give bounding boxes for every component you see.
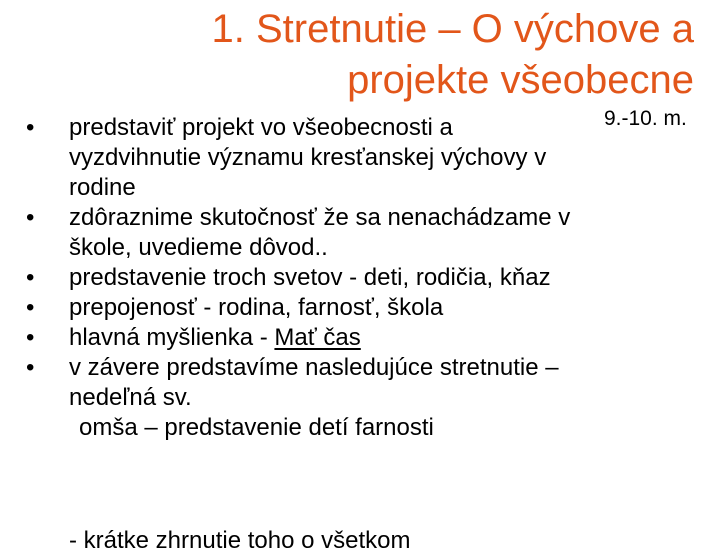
bullet-text-line: predstavenie troch svetov - deti, rodičia, kňaz bbox=[69, 264, 551, 291]
bullet-icon: • bbox=[26, 294, 35, 321]
slide-title bbox=[54, 4, 694, 106]
bullet-text-line: v závere predstavíme nasledujúce stretnutie – bbox=[69, 354, 559, 381]
bullet-item-main-idea bbox=[20, 323, 700, 353]
bullet-continuation-line: omša – predstavenie detí farnosti bbox=[79, 414, 434, 441]
bullet-icon: • bbox=[26, 264, 35, 291]
bullet-icon: • bbox=[26, 324, 35, 351]
bullet-list bbox=[20, 113, 700, 443]
bullet-item-three-worlds bbox=[20, 263, 700, 293]
main-idea-emphasis: Mať čas bbox=[274, 324, 361, 351]
bullet-text-line: škole, uvedieme dôvod.. bbox=[69, 234, 328, 261]
slide-title-line-2: projekte všeobecne bbox=[347, 58, 694, 102]
bullet-icon: • bbox=[26, 114, 35, 141]
main-idea-prefix: hlavná myšlienka - bbox=[69, 324, 275, 351]
cut-off-text-line: - krátke zhrnutie toho o všetkom bbox=[69, 527, 411, 554]
bullet-item-project-overview bbox=[20, 113, 700, 203]
bullet-item-interconnection bbox=[20, 293, 700, 323]
bullet-text-line: rodine bbox=[69, 174, 136, 201]
bullet-text-line: predstaviť projekt vo všeobecnosti a bbox=[69, 114, 453, 141]
bullet-text-line: vyzdvihnutie významu kresťanskej výchovy v bbox=[69, 144, 547, 171]
bullet-text-line: nedeľná sv. bbox=[69, 384, 192, 411]
slide-title-line-1: 1. Stretnutie – O výchove a bbox=[211, 7, 694, 51]
bullet-icon: • bbox=[26, 354, 35, 381]
date-note: 9.-10. m. bbox=[604, 107, 687, 130]
bullet-text-line bbox=[69, 323, 700, 353]
bullet-text-line: zdôraznime skutočnosť že sa nenachádzame v bbox=[69, 204, 571, 231]
bullet-icon: • bbox=[26, 204, 35, 231]
bullet-item-not-school bbox=[20, 203, 700, 263]
bullet-item-next-meeting bbox=[20, 353, 700, 443]
bullet-text-line: prepojenosť - rodina, farnosť, škola bbox=[69, 294, 444, 321]
